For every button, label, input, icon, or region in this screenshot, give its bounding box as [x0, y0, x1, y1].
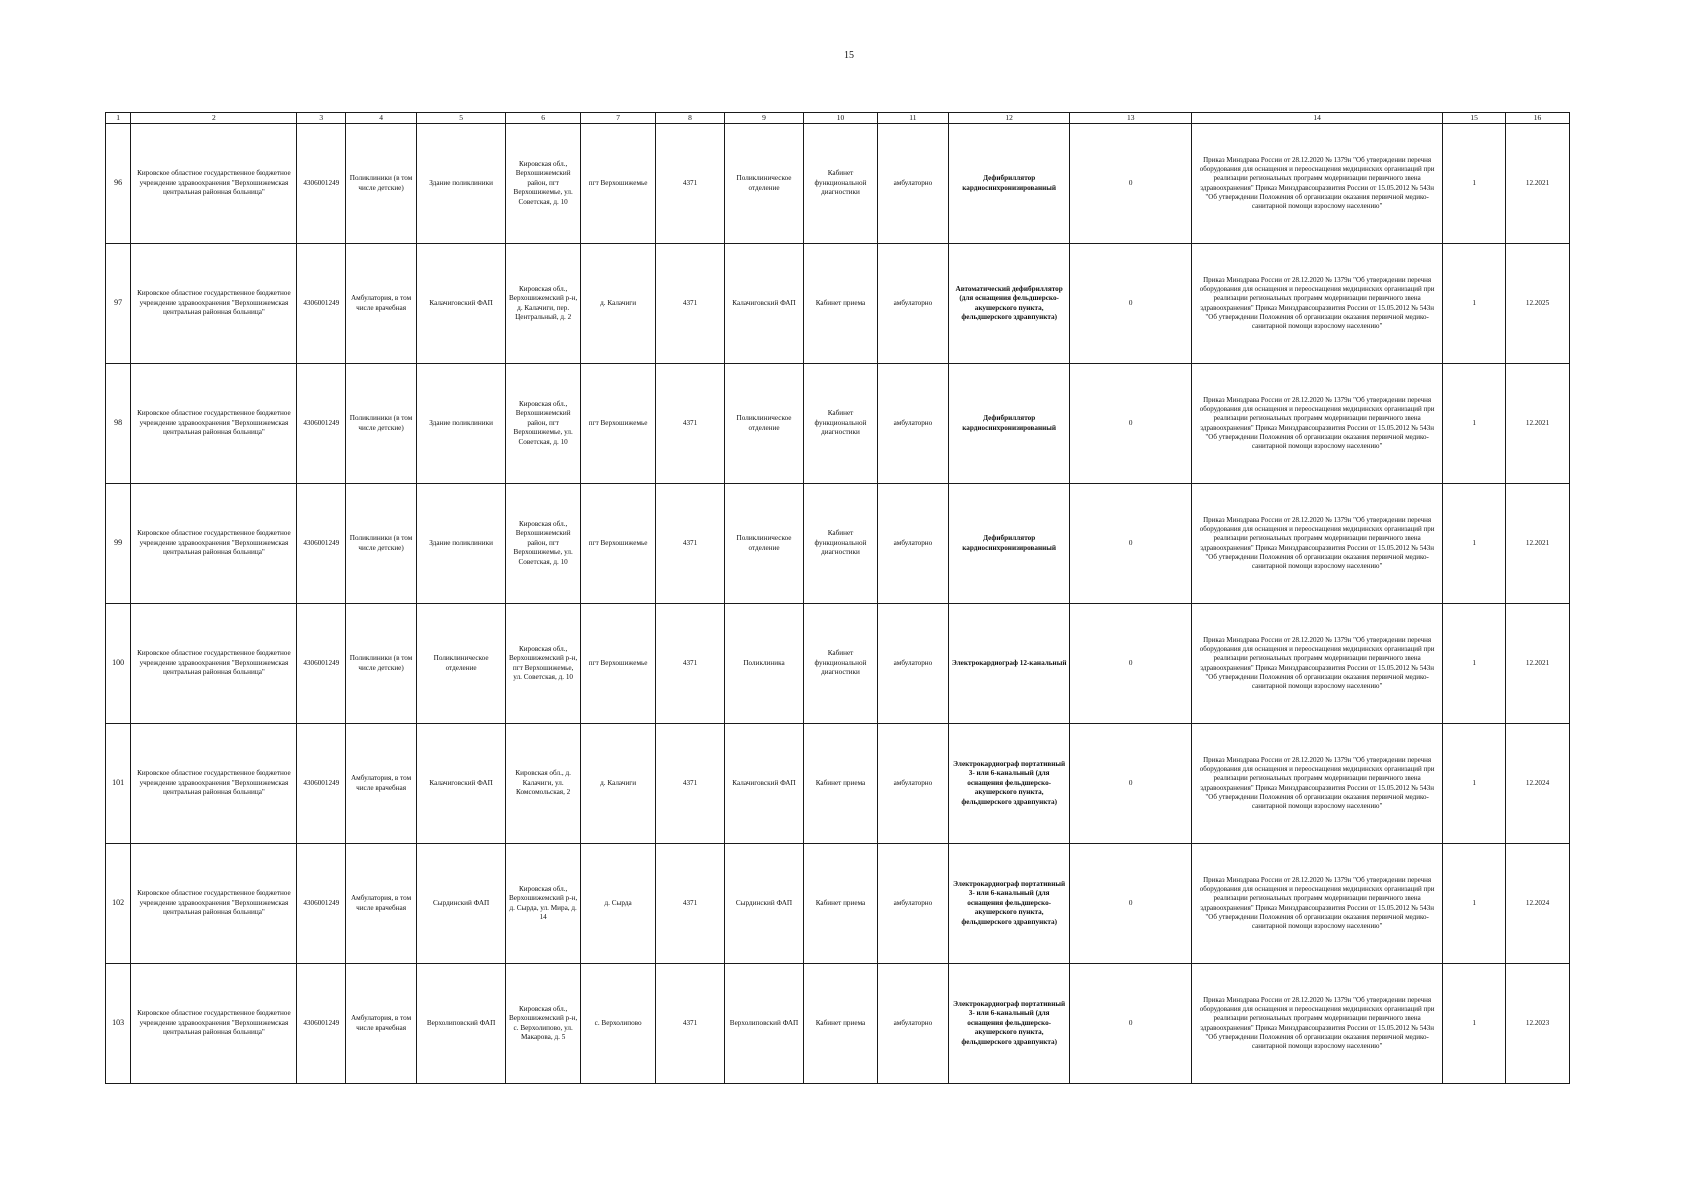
equipment-name-cell: Дефибриллятор кардиосинхронизированный — [948, 124, 1070, 244]
column-number-row — [106, 113, 1570, 124]
quantity-existing-cell: 0 — [1070, 484, 1192, 604]
column-number: 16 — [1506, 113, 1570, 124]
oktmo-code-cell: 4371 — [656, 484, 725, 604]
planned-date-cell: 12.2025 — [1506, 244, 1570, 364]
inn-cell: 4306001249 — [297, 124, 346, 244]
unit-type-cell: Амбулатория, в том числе врачебная — [346, 964, 417, 1084]
column-number: 6 — [506, 113, 581, 124]
planned-date-cell: 12.2021 — [1506, 604, 1570, 724]
column-number: 15 — [1443, 113, 1506, 124]
table-row — [106, 244, 1570, 364]
table-row — [106, 124, 1570, 244]
regulatory-order-cell: Приказ Минздрава России от 28.12.2020 № 1379н "Об утверждении перечня оборудования для оснащения и переоснащения медицинских организаций при реализации региональных программ модернизации первичного звена здравоохранения" Приказ Минздравсоцразвития России от 15.05.2012 № 543н "Об утверждении Положения об организации оказания первичной медико-санитарной помощи взрослому населению" — [1192, 724, 1443, 844]
organization-name-cell: Кировское областное государственное бюджетное учреждение здравоохранения "Верхошижемская центральная районная больница" — [131, 964, 297, 1084]
quantity-planned-cell: 1 — [1443, 244, 1506, 364]
regulatory-order-cell: Приказ Минздрава России от 28.12.2020 № 1379н "Об утверждении перечня оборудования для оснащения и переоснащения медицинских организаций при реализации региональных программ модернизации первичного звена здравоохранения" Приказ Минздравсоцразвития России от 15.05.2012 № 543н "Об утверждении Положения об организации оказания первичной медико-санитарной помощи взрослому населению" — [1192, 844, 1443, 964]
department-cell: Поликлиническое отделение — [725, 364, 804, 484]
building-cell: Поликлиническое отделение — [417, 604, 506, 724]
department-cell: Поликлиническое отделение — [725, 484, 804, 604]
organization-name-cell: Кировское областное государственное бюджетное учреждение здравоохранения "Верхошижемская центральная районная больница" — [131, 844, 297, 964]
care-mode-cell: амбулаторно — [877, 484, 948, 604]
inn-cell: 4306001249 — [297, 484, 346, 604]
equipment-name-cell: Электрокардиограф портативный 3- или 6-канальный (для оснащения фельдшерско-акушерского пункта, фельдшерского здравпункта) — [948, 964, 1070, 1084]
organization-name-cell: Кировское областное государственное бюджетное учреждение здравоохранения "Верхошижемская центральная районная больница" — [131, 604, 297, 724]
page-number: 15 — [844, 50, 854, 61]
table-row — [106, 724, 1570, 844]
regulatory-order-cell: Приказ Минздрава России от 28.12.2020 № 1379н "Об утверждении перечня оборудования для оснащения и переоснащения медицинских организаций при реализации региональных программ модернизации первичного звена здравоохранения" Приказ Минздравсоцразвития России от 15.05.2012 № 543н "Об утверждении Положения об организации оказания первичной медико-санитарной помощи взрослому населению" — [1192, 364, 1443, 484]
row-number-cell: 100 — [106, 604, 131, 724]
unit-type-cell: Поликлиники (в том числе детские) — [346, 364, 417, 484]
settlement-cell: д. Калачиги — [581, 244, 656, 364]
inn-cell: 4306001249 — [297, 844, 346, 964]
room-cell: Кабинет функциональной диагностики — [804, 604, 878, 724]
settlement-cell: д. Калачиги — [581, 724, 656, 844]
address-cell: Кировская обл., Верхошижемский район, пгт Верхошижемье, ул. Советская, д. 10 — [506, 124, 581, 244]
table-row — [106, 484, 1570, 604]
planned-date-cell: 12.2024 — [1506, 844, 1570, 964]
settlement-cell: пгт Верхошижемье — [581, 604, 656, 724]
planned-date-cell: 12.2023 — [1506, 964, 1570, 1084]
address-cell: Кировская обл., Верхошижемский р-н, с. Верхолипово, ул. Макарова, д. 5 — [506, 964, 581, 1084]
settlement-cell: д. Сырда — [581, 844, 656, 964]
regulatory-order-cell: Приказ Минздрава России от 28.12.2020 № 1379н "Об утверждении перечня оборудования для оснащения и переоснащения медицинских организаций при реализации региональных программ модернизации первичного звена здравоохранения" Приказ Минздравсоцразвития России от 15.05.2012 № 543н "Об утверждении Положения об организации оказания первичной медико-санитарной помощи взрослому населению" — [1192, 604, 1443, 724]
oktmo-code-cell: 4371 — [656, 124, 725, 244]
care-mode-cell: амбулаторно — [877, 964, 948, 1084]
building-cell: Верхолиповский ФАП — [417, 964, 506, 1084]
regulatory-order-cell: Приказ Минздрава России от 28.12.2020 № 1379н "Об утверждении перечня оборудования для оснащения и переоснащения медицинских организаций при реализации региональных программ модернизации первичного звена здравоохранения" Приказ Минздравсоцразвития России от 15.05.2012 № 543н "Об утверждении Положения об организации оказания первичной медико-санитарной помощи взрослому населению" — [1192, 964, 1443, 1084]
department-cell: Поликлиническое отделение — [725, 124, 804, 244]
column-number: 5 — [417, 113, 506, 124]
quantity-planned-cell: 1 — [1443, 964, 1506, 1084]
department-cell: Верхолиповский ФАП — [725, 964, 804, 1084]
organization-name-cell: Кировское областное государственное бюджетное учреждение здравоохранения "Верхошижемская центральная районная больница" — [131, 364, 297, 484]
quantity-existing-cell: 0 — [1070, 844, 1192, 964]
planned-date-cell: 12.2021 — [1506, 484, 1570, 604]
room-cell: Кабинет приема — [804, 964, 878, 1084]
quantity-existing-cell: 0 — [1070, 964, 1192, 1084]
building-cell: Сырдинский ФАП — [417, 844, 506, 964]
oktmo-code-cell: 4371 — [656, 724, 725, 844]
column-number: 8 — [656, 113, 725, 124]
column-number: 12 — [948, 113, 1070, 124]
inn-cell: 4306001249 — [297, 964, 346, 1084]
address-cell: Кировская обл., д. Калачиги, ул. Комсомольская, 2 — [506, 724, 581, 844]
quantity-existing-cell: 0 — [1070, 124, 1192, 244]
inn-cell: 4306001249 — [297, 244, 346, 364]
row-number-cell: 99 — [106, 484, 131, 604]
address-cell: Кировская обл., Верхошижемский р-н, д. Калачиги, пер. Центральный, д. 2 — [506, 244, 581, 364]
settlement-cell: пгт Верхошижемье — [581, 124, 656, 244]
building-cell: Калачиговский ФАП — [417, 244, 506, 364]
department-cell: Сырдинский ФАП — [725, 844, 804, 964]
quantity-planned-cell: 1 — [1443, 484, 1506, 604]
address-cell: Кировская обл., Верхошижемский район, пгт Верхошижемье, ул. Советская, д. 10 — [506, 364, 581, 484]
row-number-cell: 98 — [106, 364, 131, 484]
address-cell: Кировская обл., Верхошижемский р-н, пгт Верхошижемье, ул. Советская, д. 10 — [506, 604, 581, 724]
quantity-existing-cell: 0 — [1070, 724, 1192, 844]
planned-date-cell: 12.2021 — [1506, 124, 1570, 244]
unit-type-cell: Амбулатория, в том числе врачебная — [346, 724, 417, 844]
column-number: 10 — [804, 113, 878, 124]
quantity-planned-cell: 1 — [1443, 844, 1506, 964]
organization-name-cell: Кировское областное государственное бюджетное учреждение здравоохранения "Верхошижемская центральная районная больница" — [131, 724, 297, 844]
settlement-cell: пгт Верхошижемье — [581, 364, 656, 484]
organization-name-cell: Кировское областное государственное бюджетное учреждение здравоохранения "Верхошижемская центральная районная больница" — [131, 244, 297, 364]
settlement-cell: с. Верхолипово — [581, 964, 656, 1084]
quantity-planned-cell: 1 — [1443, 724, 1506, 844]
regulatory-order-cell: Приказ Минздрава России от 28.12.2020 № 1379н "Об утверждении перечня оборудования для оснащения и переоснащения медицинских организаций при реализации региональных программ модернизации первичного звена здравоохранения" Приказ Минздравсоцразвития России от 15.05.2012 № 543н "Об утверждении Положения об организации оказания первичной медико-санитарной помощи взрослому населению" — [1192, 244, 1443, 364]
quantity-planned-cell: 1 — [1443, 124, 1506, 244]
row-number-cell: 97 — [106, 244, 131, 364]
oktmo-code-cell: 4371 — [656, 364, 725, 484]
quantity-planned-cell: 1 — [1443, 604, 1506, 724]
address-cell: Кировская обл., Верхошижемский район, пгт Верхошижемье, ул. Советская, д. 10 — [506, 484, 581, 604]
quantity-existing-cell: 0 — [1070, 244, 1192, 364]
department-cell: Калачиговский ФАП — [725, 724, 804, 844]
quantity-planned-cell: 1 — [1443, 364, 1506, 484]
planned-date-cell: 12.2024 — [1506, 724, 1570, 844]
address-cell: Кировская обл., Верхошижемский р-н, д. Сырда, ул. Мира, д. 14 — [506, 844, 581, 964]
building-cell: Калачиговский ФАП — [417, 724, 506, 844]
unit-type-cell: Поликлиники (в том числе детские) — [346, 124, 417, 244]
room-cell: Кабинет приема — [804, 724, 878, 844]
row-number-cell: 101 — [106, 724, 131, 844]
room-cell: Кабинет приема — [804, 844, 878, 964]
care-mode-cell: амбулаторно — [877, 124, 948, 244]
table-row — [106, 844, 1570, 964]
equipment-name-cell: Электрокардиограф портативный 3- или 6-канальный (для оснащения фельдшерско-акушерского пункта, фельдшерского здравпункта) — [948, 724, 1070, 844]
unit-type-cell: Амбулатория, в том числе врачебная — [346, 844, 417, 964]
building-cell: Здание поликлиники — [417, 364, 506, 484]
quantity-existing-cell: 0 — [1070, 604, 1192, 724]
care-mode-cell: амбулаторно — [877, 364, 948, 484]
column-number: 4 — [346, 113, 417, 124]
unit-type-cell: Амбулатория, в том числе врачебная — [346, 244, 417, 364]
building-cell: Здание поликлиники — [417, 124, 506, 244]
regulatory-order-cell: Приказ Минздрава России от 28.12.2020 № 1379н "Об утверждении перечня оборудования для оснащения и переоснащения медицинских организаций при реализации региональных программ модернизации первичного звена здравоохранения" Приказ Минздравсоцразвития России от 15.05.2012 № 543н "Об утверждении Положения об организации оказания первичной медико-санитарной помощи взрослому населению" — [1192, 484, 1443, 604]
column-number: 7 — [581, 113, 656, 124]
quantity-existing-cell: 0 — [1070, 364, 1192, 484]
table-row — [106, 364, 1570, 484]
row-number-cell: 96 — [106, 124, 131, 244]
building-cell: Здание поликлиники — [417, 484, 506, 604]
regulatory-order-cell: Приказ Минздрава России от 28.12.2020 № 1379н "Об утверждении перечня оборудования для оснащения и переоснащения медицинских организаций при реализации региональных программ модернизации первичного звена здравоохранения" Приказ Минздравсоцразвития России от 15.05.2012 № 543н "Об утверждении Положения об организации оказания первичной медико-санитарной помощи взрослому населению" — [1192, 124, 1443, 244]
oktmo-code-cell: 4371 — [656, 244, 725, 364]
column-number: 13 — [1070, 113, 1192, 124]
care-mode-cell: амбулаторно — [877, 844, 948, 964]
room-cell: Кабинет функциональной диагностики — [804, 124, 878, 244]
table-row — [106, 964, 1570, 1084]
column-number: 3 — [297, 113, 346, 124]
settlement-cell: пгт Верхошижемье — [581, 484, 656, 604]
row-number-cell: 103 — [106, 964, 131, 1084]
inn-cell: 4306001249 — [297, 724, 346, 844]
care-mode-cell: амбулаторно — [877, 244, 948, 364]
row-number-cell: 102 — [106, 844, 131, 964]
unit-type-cell: Поликлиники (в том числе детские) — [346, 604, 417, 724]
organization-name-cell: Кировское областное государственное бюджетное учреждение здравоохранения "Верхошижемская центральная районная больница" — [131, 124, 297, 244]
column-number: 1 — [106, 113, 131, 124]
department-cell: Поликлиника — [725, 604, 804, 724]
equipment-name-cell: Автоматический дефибриллятор (для оснащения фельдшерско-акушерского пункта, фельдшерского здравпункта) — [948, 244, 1070, 364]
equipment-name-cell: Дефибриллятор кардиосинхронизированный — [948, 484, 1070, 604]
inn-cell: 4306001249 — [297, 604, 346, 724]
room-cell: Кабинет приема — [804, 244, 878, 364]
oktmo-code-cell: 4371 — [656, 844, 725, 964]
column-number: 2 — [131, 113, 297, 124]
equipment-name-cell: Электрокардиограф 12-канальный — [948, 604, 1070, 724]
oktmo-code-cell: 4371 — [656, 604, 725, 724]
column-number: 11 — [877, 113, 948, 124]
column-number: 14 — [1192, 113, 1443, 124]
column-number: 9 — [725, 113, 804, 124]
room-cell: Кабинет функциональной диагностики — [804, 484, 878, 604]
organization-name-cell: Кировское областное государственное бюджетное учреждение здравоохранения "Верхошижемская центральная районная больница" — [131, 484, 297, 604]
planned-date-cell: 12.2021 — [1506, 364, 1570, 484]
inn-cell: 4306001249 — [297, 364, 346, 484]
department-cell: Калачиговский ФАП — [725, 244, 804, 364]
equipment-name-cell: Дефибриллятор кардиосинхронизированный — [948, 364, 1070, 484]
care-mode-cell: амбулаторно — [877, 604, 948, 724]
oktmo-code-cell: 4371 — [656, 964, 725, 1084]
table-row — [106, 604, 1570, 724]
unit-type-cell: Поликлиники (в том числе детские) — [346, 484, 417, 604]
equipment-name-cell: Электрокардиограф портативный 3- или 6-канальный (для оснащения фельдшерско-акушерского пункта, фельдшерского здравпункта) — [948, 844, 1070, 964]
room-cell: Кабинет функциональной диагностики — [804, 364, 878, 484]
care-mode-cell: амбулаторно — [877, 724, 948, 844]
equipment-table — [105, 112, 1570, 1084]
